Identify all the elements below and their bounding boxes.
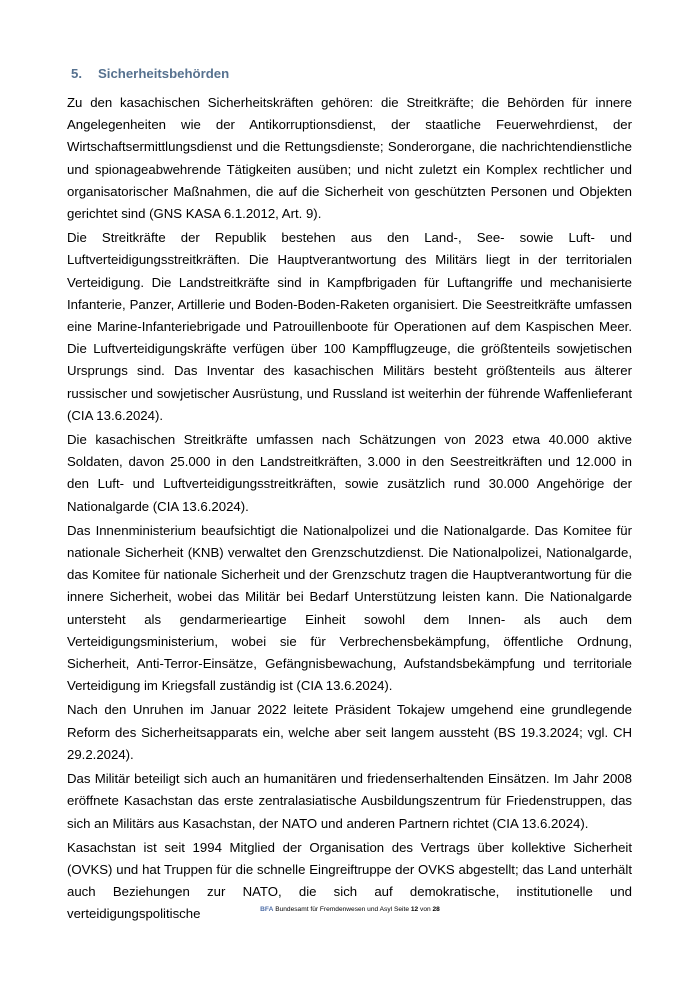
section-heading — [71, 66, 229, 81]
body-text — [67, 92, 632, 928]
paragraph-6: Das Militär beteiligt sich auch an humanitären und friedenserhaltenden Einsätzen. Im Jahr 2008 eröffnete Kasachstan das erste zentralasiatische Ausbildungszentrum für Friedenstruppen, das sich an Militärs aus Kasachstan, der NATO und anderen Partnern richtet (CIA 13.6.2024). — [67, 771, 632, 831]
footer-org: Bundesamt für Fremdenwesen und Asyl — [275, 906, 393, 913]
footer-total-pages: 28 — [432, 906, 440, 913]
footer-of-label: von — [420, 906, 431, 913]
paragraph-3: Die kasachischen Streitkräfte umfassen nach Schätzungen von 2023 etwa 40.000 aktive Soldaten, davon 25.000 in den Landstreitkräften, 3.000 in den Seestreitkräften und 12.000 in den Luft- und Luftverteidigungsstreitkräften, sowie zusätzlich rund 30.000 Angehörige der Nationalgarde (CIA 13.6.2024). — [67, 432, 632, 514]
section-number: 5. — [71, 66, 82, 81]
paragraph-2: Die Streitkräfte der Republik bestehen aus den Land-, See- sowie Luft- und Luftverteidigungsstreitkräften. Die Hauptverantwortung des Militärs liegt in der territorialen Verteidigung. Die Landstreitkräfte sind in Kampfbrigaden für Luftangriffe und mechanisierte Infanterie, Panzer, Artillerie und Boden-Boden-Raketen organisiert. Die Seestreitkräfte umfassen eine Marine-Infanteriebrigade und Patrouillenboote für Operationen auf dem Kaspischen Meer. Die Luftverteidigungskräfte verfügen über 100 Kampfflugzeuge, die größtenteils sowjetischen Ursprungs sind. Das Inventar des kasachischen Militärs besteht größtenteils aus älterer russischer und sowjetischer Ausrüstung, und Russland ist weiterhin der führende Waffenlieferant (CIA 13.6.2024). — [67, 230, 632, 423]
footer-page-label: Seite — [393, 906, 409, 913]
footer-brand: BFA — [260, 906, 274, 913]
page-footer — [0, 906, 700, 913]
paragraph-7: Kasachstan ist seit 1994 Mitglied der Organisation des Vertrags über kollektive Sicherheit (OVKS) und hat Truppen für die schnelle Eingreiftruppe der OVKS abgestellt; das Land unterhält auch Beziehungen zur NATO, die sich auf demokratische, institutionelle und verteidigungspolitische — [67, 839, 632, 922]
paragraph-4: Das Innenministerium beaufsichtigt die Nationalpolizei und die Nationalgarde. Das Komitee für nationale Sicherheit (KNB) verwaltet den Grenzschutzdienst. Die Nationalpolizei, Nationalgarde, das Komitee für nationale Sicherheit und der Grenzschutz tragen die Hauptverantwortung für die innere Sicherheit, wobei das Militär bei Bedarf Unterstützung leisten kann. Die Nationalgarde untersteht als gendarmerieartige Einheit sowohl dem Innen- als auch dem Verteidigungsministerium, wobei sie für Verbrechensbekämpfung, öffentliche Ordnung, Sicherheit, Anti-Terror-Einsätze, Gefängnisbewachung, Aufstandsbekämpfung und territoriale Verteidigung im Kriegsfall zuständig ist (CIA 13.6.2024). — [67, 522, 632, 694]
section-title: Sicherheitsbehörden — [98, 66, 230, 81]
paragraph-1: Zu den kasachischen Sicherheitskräften gehören: die Streitkräfte; die Behörden für innere Angelegenheiten wie der Antikorruptionsdienst, der staatliche Feuerwehrdienst, der Wirtschaftsermittlungsdienst und die Rettungsdienste; Sonderorgane, die nachrichtendienstliche und spionageabwehrende Tätigkeiten ausüben; und nicht zuletzt ein Komplex rechtlicher und organisatorischer Maßnahmen, die auf die Sicherheit von geschützten Personen und Objekten gerichtet sind (GNS KASA 6.1.2012, Art. 9). — [67, 95, 632, 222]
footer-page-number: 12 — [410, 906, 419, 913]
paragraph-5: Nach den Unruhen im Januar 2022 leitete Präsident Tokajew umgehend eine grundlegende Reform des Sicherheitsapparats ein, welche aber seit langem aussteht (BS 19.3.2024; vgl. CH 29.2.2024). — [67, 702, 632, 762]
